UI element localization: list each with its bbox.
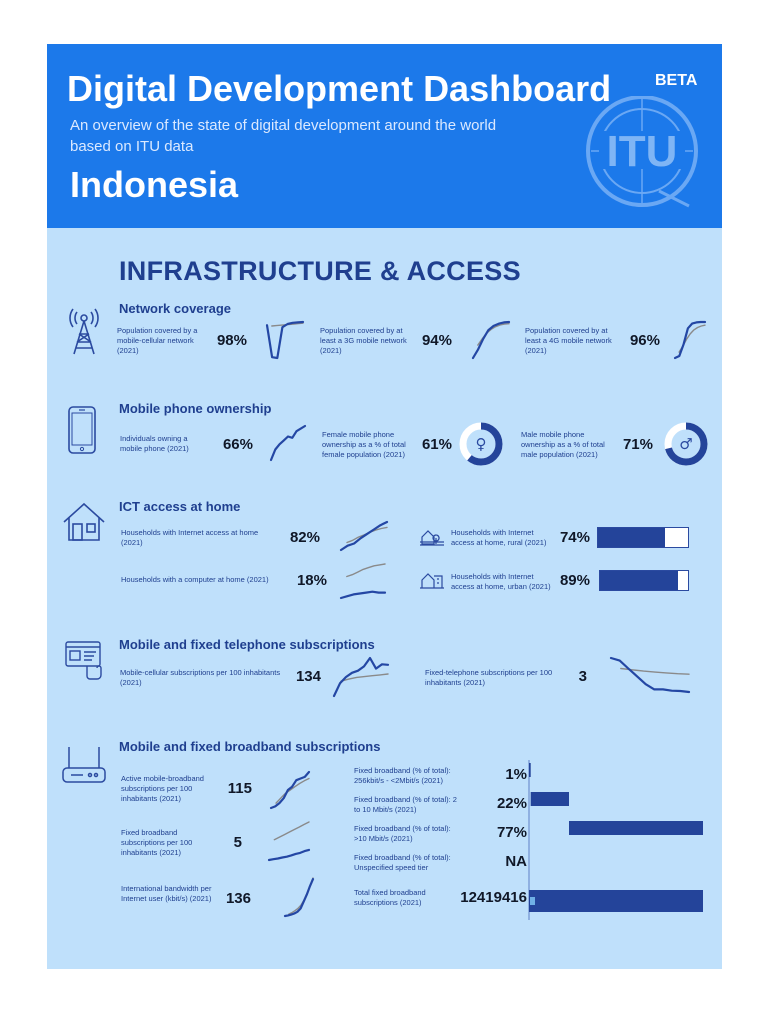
indicator-label: Active mobile-broadband subscriptions per 100 inhabitants (2021) (121, 774, 204, 803)
series-line-country (611, 658, 689, 692)
sparkline-mbb (269, 770, 311, 810)
sparkline-fbb (267, 820, 311, 862)
indicator-value: 134 (295, 668, 321, 685)
category-telephone-subs: Mobile and fixed telephone subscriptions (119, 637, 375, 652)
indicator-label: Fixed broadband (% of total): Unspecified speed tier (354, 853, 451, 872)
beta-badge: BETA (655, 72, 698, 89)
indicator-label: Fixed-telephone subscriptions per 100 inhabitants (2021) (425, 668, 553, 687)
indicator-label: Fixed broadband (% of total): 256kbit/s - <2Mbit/s (2021) (354, 766, 451, 785)
phone-screen-icon (65, 640, 105, 680)
total-fixed-broadband-bar (529, 890, 703, 912)
series-line-country (341, 522, 387, 550)
indicator-label: Households with Internet access at home, urban (2021) (451, 572, 551, 591)
sparkline-cov-4g (673, 320, 707, 360)
series-line-country (269, 850, 309, 860)
indicator-label: Mobile-cellular subscriptions per 100 inhabitants (2021) (120, 668, 281, 687)
indicator-value: 96% (629, 332, 660, 349)
indicator-value: 136 (225, 890, 251, 907)
itu-logo (579, 96, 705, 222)
section-title: INFRASTRUCTURE & ACCESS (119, 256, 521, 286)
series-line-comparison (347, 564, 385, 577)
indicator-value: 115 (227, 780, 252, 797)
total-bar-marker (530, 897, 535, 905)
router-icon (61, 744, 107, 788)
speed-tier-bar (529, 763, 531, 777)
category-ict-access: ICT access at home (119, 499, 241, 514)
speed-tier-chart (527, 760, 707, 920)
svg-text:ITU: ITU (606, 127, 678, 176)
bar-fill (600, 571, 678, 590)
series-line-country (285, 879, 313, 916)
indicator-label: Fixed broadband (% of total): >10 Mbit/s (2021) (354, 824, 451, 843)
sparkline-cov-3g (471, 320, 511, 360)
dashboard-title: Digital Development Dashboard (67, 68, 612, 109)
sparkline-bw (283, 876, 315, 918)
category-phone-ownership: Mobile phone ownership (119, 401, 272, 416)
indicator-value: 12419416 (460, 889, 527, 906)
male-symbol-icon: ♂ (679, 435, 693, 453)
indicator-label: Fixed broadband subscriptions per 100 inhabitants (2021) (121, 828, 193, 857)
sparkline-fix-tel (609, 656, 691, 694)
category-broadband-subs: Mobile and fixed broadband subscriptions (119, 739, 381, 754)
indicator-label: Population covered by a mobile-cellular network (2021) (117, 326, 198, 355)
category-network-coverage: Network coverage (119, 301, 231, 316)
series-line-country (267, 322, 303, 358)
indicator-label: Households with Internet access at home, rural (2021) (451, 528, 547, 547)
indicator-label: Households with Internet access at home (2021) (121, 528, 259, 547)
speed-tier-bar (531, 792, 569, 806)
indicator-value: 3 (578, 668, 587, 685)
female-symbol-icon: ♀ (475, 435, 487, 453)
sparkline-mob-subs (332, 656, 390, 698)
sparkline-cov-mobile (265, 320, 305, 360)
indicator-value: 71% (622, 436, 653, 453)
smartphone-icon (67, 406, 97, 454)
sparkline-hh-internet (339, 520, 389, 552)
indicator-value: 61% (421, 436, 452, 453)
cell-tower-icon (67, 308, 101, 356)
indicator-value: 74% (559, 529, 590, 546)
series-line-country (675, 322, 705, 358)
indicator-value: 66% (222, 436, 253, 453)
country-name: Indonesia (70, 164, 239, 205)
sparkline-own-phone (269, 424, 307, 462)
indicator-value: 94% (421, 332, 452, 349)
indicator-label: Fixed broadband (% of total): 2 to 10 Mbit/s (2021) (354, 795, 457, 814)
indicator-label: Total fixed broadband subscriptions (2021) (354, 888, 426, 907)
header-banner (47, 44, 722, 228)
indicator-label: Individuals owning a mobile phone (2021) (120, 434, 189, 453)
indicator-value: 5 (233, 834, 242, 851)
series-line-comparison (276, 779, 309, 804)
sparkline-hh-computer (339, 562, 387, 600)
indicator-value: 89% (559, 572, 590, 589)
indicator-value: 82% (289, 529, 320, 546)
indicator-value: NA (505, 853, 527, 870)
indicator-label: Households with a computer at home (2021) (121, 575, 269, 584)
house-icon (62, 502, 106, 542)
series-line-country (271, 426, 305, 460)
dashboard-page (47, 44, 722, 969)
dashboard-subtitle: An overview of the state of digital development around the world based on ITU data (70, 117, 497, 155)
speed-tier-bar (569, 821, 703, 835)
bar-fill (598, 528, 665, 547)
urban-home-icon (420, 570, 444, 590)
bar-hh-rural (597, 527, 689, 548)
indicator-label: International bandwidth per Internet user (kbit/s) (2021) (121, 884, 212, 903)
indicator-value: 18% (296, 572, 327, 589)
indicator-value: 77% (496, 824, 527, 841)
rural-home-icon (420, 527, 444, 547)
series-line-country (341, 592, 385, 598)
indicator-value: 98% (216, 332, 247, 349)
indicator-label: Female mobile phone ownership as a % of total female population (2021) (322, 430, 406, 459)
series-line-country (473, 322, 509, 358)
series-line-comparison (274, 822, 309, 840)
indicator-label: Male mobile phone ownership as a % of total male population (2021) (521, 430, 605, 459)
indicator-label: Population covered by at least a 3G mobile network (2021) (320, 326, 407, 355)
bar-hh-urban (599, 570, 689, 591)
indicator-label: Population covered by at least a 4G mobile network (2021) (525, 326, 612, 355)
indicator-value: 1% (505, 766, 527, 783)
indicator-value: 22% (496, 795, 527, 812)
